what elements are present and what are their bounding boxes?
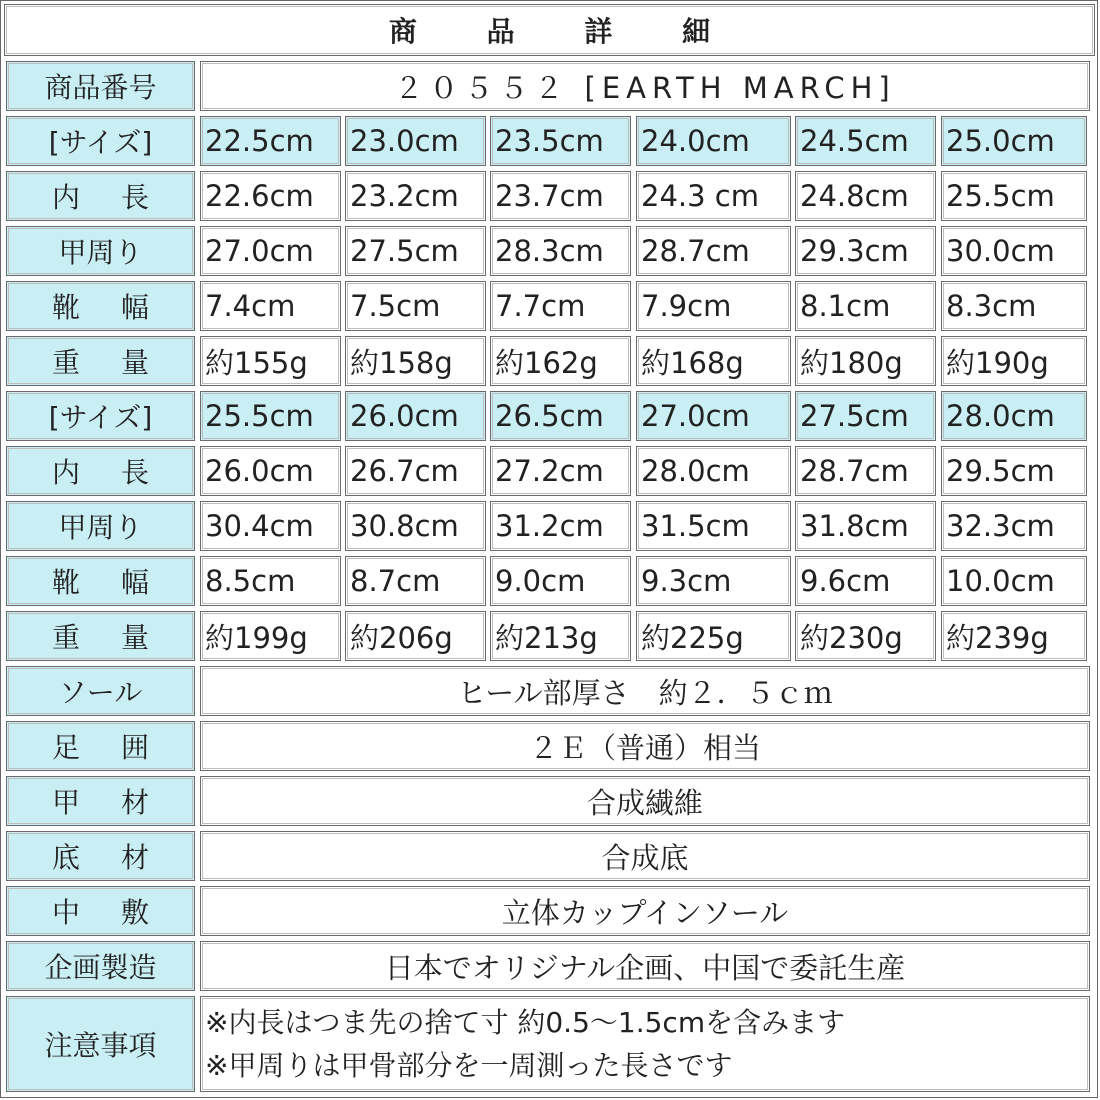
inner-length-cell: 22.6cm — [200, 171, 341, 221]
instep-girth-cell: 32.3cm — [941, 501, 1087, 551]
instep-girth-cell: 27.5cm — [345, 226, 486, 276]
instep-girth-cell: 30.0cm — [941, 226, 1087, 276]
size-cell: 27.0cm — [636, 391, 791, 441]
size-cell: 23.0cm — [345, 116, 486, 166]
weight-cell: 約168g — [636, 336, 791, 386]
manufacturing-label: 企画製造 — [6, 941, 195, 991]
instep-girth-cell: 29.3cm — [795, 226, 936, 276]
inner-length-cell: 24.8cm — [795, 171, 936, 221]
note-line-2: ※甲周りは甲骨部分を一周測った長さです — [205, 1049, 733, 1082]
shoe-width-cell: 10.0cm — [941, 556, 1087, 606]
shoe-width-cell: 9.0cm — [490, 556, 631, 606]
shoe-width-cell: 8.7cm — [345, 556, 486, 606]
instep-girth-cell: 30.4cm — [200, 501, 341, 551]
shoe-width-cell: 7.9cm — [636, 281, 791, 331]
shoe-width-label: 靴 幅 — [6, 556, 195, 606]
size-cell: 28.0cm — [941, 391, 1087, 441]
instep-girth-cell: 31.2cm — [490, 501, 631, 551]
size-cell: 23.5cm — [490, 116, 631, 166]
table-title: 商 品 詳 細 — [4, 4, 1095, 56]
foot-girth-label: 足 囲 — [6, 721, 195, 771]
weight-cell: 約206g — [345, 611, 486, 661]
insole-label: 中 敷 — [6, 886, 195, 936]
foot-girth-value: ２Ｅ（普通）相当 — [200, 721, 1090, 771]
instep-girth-cell: 31.5cm — [636, 501, 791, 551]
inner-length-cell: 23.7cm — [490, 171, 631, 221]
size-header-label: [サイズ] — [6, 391, 195, 441]
inner-length-cell: 24.3 cm — [636, 171, 791, 221]
instep-girth-cell: 27.0cm — [200, 226, 341, 276]
weight-cell: 約190g — [941, 336, 1087, 386]
manufacturing-value: 日本でオリジナル企画、中国で委託生産 — [200, 941, 1090, 991]
weight-cell: 約213g — [490, 611, 631, 661]
size-cell: 25.0cm — [941, 116, 1087, 166]
insole-value: 立体カップインソール — [200, 886, 1090, 936]
sole-value: ヒール部厚さ 約２．５ｃｍ — [200, 666, 1090, 716]
shoe-width-cell: 8.5cm — [200, 556, 341, 606]
size-cell: 26.5cm — [490, 391, 631, 441]
instep-girth-label: 甲周り — [6, 501, 195, 551]
note-line-1: ※内長はつま先の捨て寸 約0.5～1.5cmを含みます — [205, 1006, 846, 1039]
instep-girth-cell: 28.3cm — [490, 226, 631, 276]
notes-label: 注意事項 — [6, 996, 195, 1092]
weight-cell: 約155g — [200, 336, 341, 386]
shoe-width-cell: 9.6cm — [795, 556, 936, 606]
weight-cell: 約158g — [345, 336, 486, 386]
size-cell: 26.0cm — [345, 391, 486, 441]
product-number-label: 商品番号 — [6, 61, 195, 111]
weight-label: 重 量 — [6, 336, 195, 386]
inner-length-cell: 23.2cm — [345, 171, 486, 221]
inner-length-cell: 25.5cm — [941, 171, 1087, 221]
instep-girth-cell: 30.8cm — [345, 501, 486, 551]
sole-label: ソール — [6, 666, 195, 716]
weight-cell: 約239g — [941, 611, 1087, 661]
notes-value — [200, 996, 1090, 1092]
shoe-width-cell: 7.7cm — [490, 281, 631, 331]
size-header-label: [サイズ] — [6, 116, 195, 166]
inner-length-cell: 26.0cm — [200, 446, 341, 496]
inner-length-cell: 27.2cm — [490, 446, 631, 496]
instep-girth-cell: 28.7cm — [636, 226, 791, 276]
inner-length-cell: 29.5cm — [941, 446, 1087, 496]
shoe-width-cell: 8.3cm — [941, 281, 1087, 331]
weight-cell: 約162g — [490, 336, 631, 386]
product-number-value: ２０５５２ [EARTH MARCH] — [200, 61, 1090, 111]
upper-material-value: 合成繊維 — [200, 776, 1090, 826]
weight-cell: 約225g — [636, 611, 791, 661]
instep-girth-label: 甲周り — [6, 226, 195, 276]
inner-length-cell: 26.7cm — [345, 446, 486, 496]
upper-material-label: 甲 材 — [6, 776, 195, 826]
inner-length-label: 内 長 — [6, 171, 195, 221]
weight-label: 重 量 — [6, 611, 195, 661]
instep-girth-cell: 31.8cm — [795, 501, 936, 551]
shoe-width-cell: 9.3cm — [636, 556, 791, 606]
shoe-width-cell: 7.5cm — [345, 281, 486, 331]
shoe-width-cell: 8.1cm — [795, 281, 936, 331]
weight-cell: 約180g — [795, 336, 936, 386]
weight-cell: 約199g — [200, 611, 341, 661]
size-cell: 22.5cm — [200, 116, 341, 166]
inner-length-cell: 28.0cm — [636, 446, 791, 496]
size-cell: 25.5cm — [200, 391, 341, 441]
sole-material-label: 底 材 — [6, 831, 195, 881]
size-cell: 27.5cm — [795, 391, 936, 441]
shoe-width-label: 靴 幅 — [6, 281, 195, 331]
size-cell: 24.5cm — [795, 116, 936, 166]
weight-cell: 約230g — [795, 611, 936, 661]
inner-length-label: 内 長 — [6, 446, 195, 496]
inner-length-cell: 28.7cm — [795, 446, 936, 496]
sole-material-value: 合成底 — [200, 831, 1090, 881]
size-cell: 24.0cm — [636, 116, 791, 166]
shoe-width-cell: 7.4cm — [200, 281, 341, 331]
